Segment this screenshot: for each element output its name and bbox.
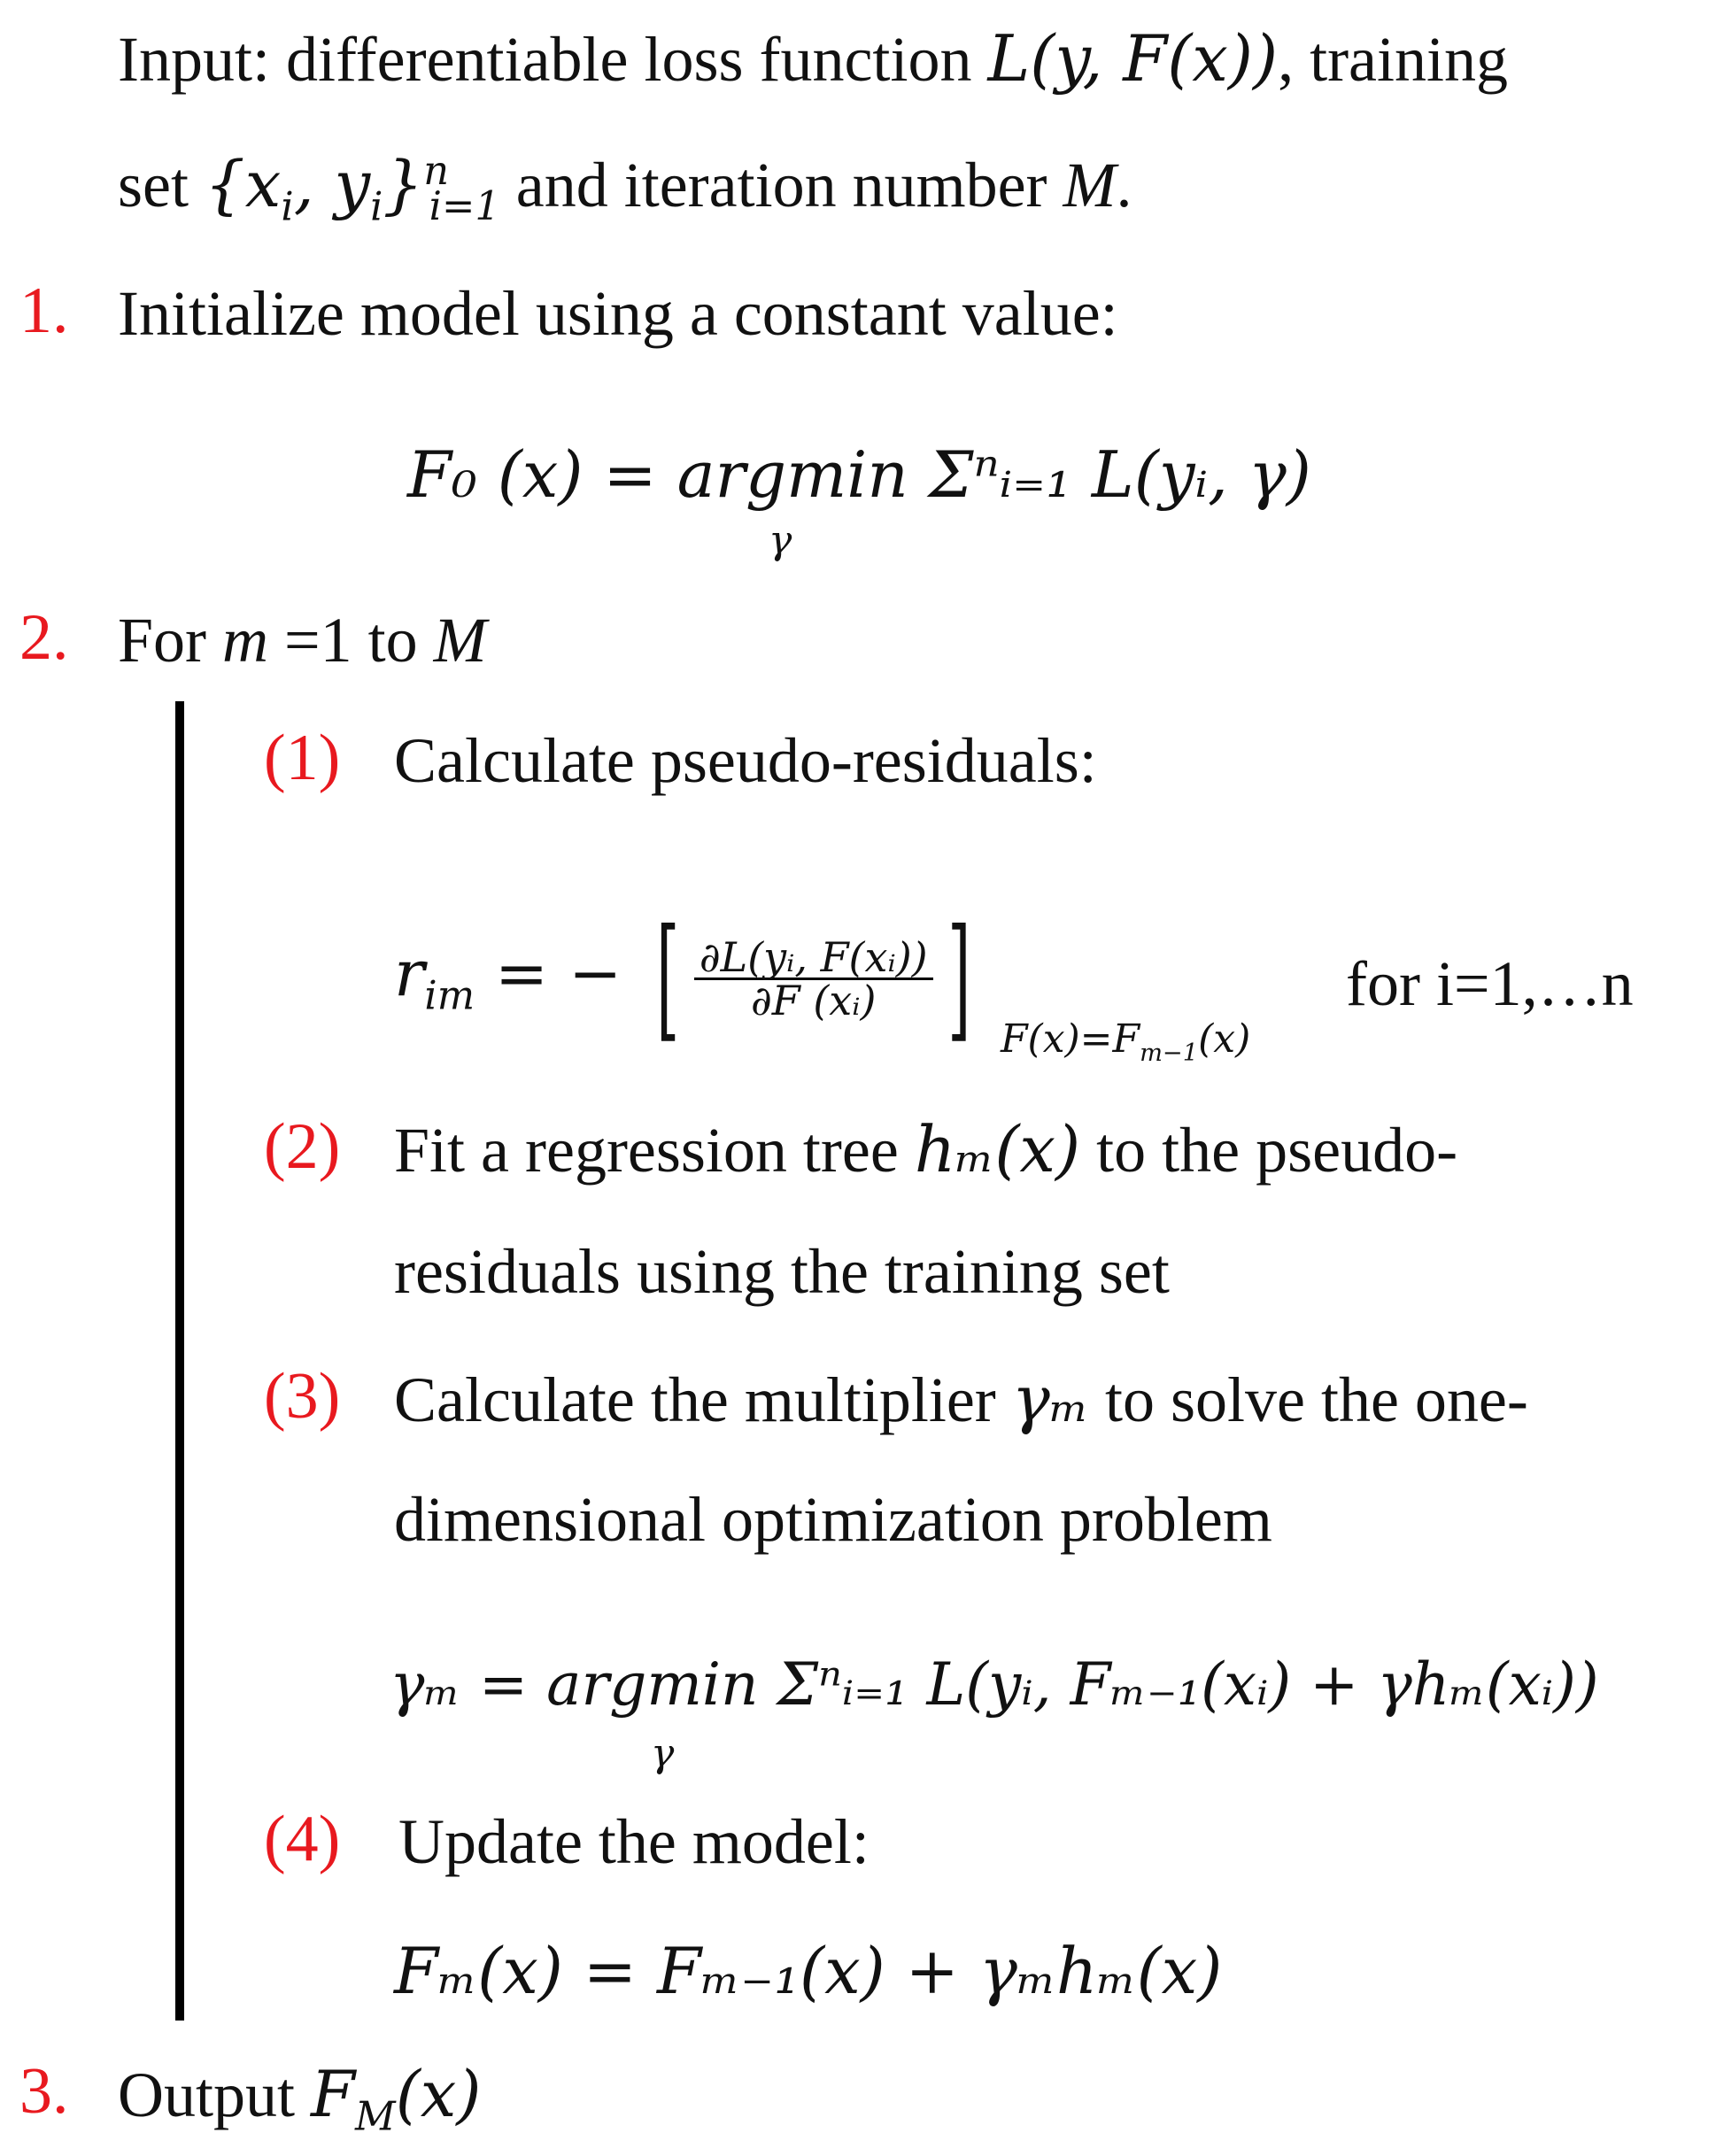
residual-fraction bbox=[694, 932, 933, 1024]
step-1-number: 1. bbox=[19, 274, 69, 347]
substep-2-text-a: Fit a regression tree bbox=[394, 1115, 915, 1186]
fraction-numerator: ∂L(yᵢ, F(xᵢ)) bbox=[694, 937, 933, 980]
step-1-text: Initialize model using a constant value: bbox=[118, 278, 1118, 349]
substep-3-line-2: dimensional optimization problem bbox=[394, 1484, 1272, 1555]
input-iteration-text: and iteration number bbox=[499, 150, 1063, 220]
output-FM: $F_M(x)$ bbox=[311, 2057, 482, 2140]
substep-3-text-a: Calculate the multiplier bbox=[394, 1364, 1012, 1435]
step-2-text bbox=[118, 605, 487, 676]
substep-2-line-2: residuals using the training set bbox=[394, 1236, 1170, 1307]
step-2-to: =1 to bbox=[268, 605, 434, 676]
update-equation: Fₘ(x) = Fₘ₋₁(x) + γₘhₘ(x) bbox=[394, 1934, 1223, 2008]
training-set-math: {$x_i$, $y_i\}^n_{i=1}$ bbox=[204, 147, 500, 230]
right-bracket: ] bbox=[947, 901, 971, 1055]
substep-2-line-1 bbox=[394, 1112, 1458, 1186]
input-period: . bbox=[1116, 150, 1132, 220]
substep-2-number: (2) bbox=[264, 1110, 341, 1183]
loop-bar bbox=[175, 701, 184, 2021]
training-set-brace: {x bbox=[204, 147, 282, 221]
substep-4-number: (4) bbox=[264, 1803, 341, 1875]
output-F: F bbox=[311, 2057, 355, 2131]
residual-equation: $r_{im}$ = − [ $\frac{\text{∂L(yᵢ, F(xᵢ))}}{\text{∂F (xᵢ)}}$ ] bbox=[394, 901, 971, 1055]
residual-eval-text: F(x)=F bbox=[1001, 1016, 1140, 1062]
input-set-text: set bbox=[118, 150, 205, 220]
substep-2-text-b: to the pseudo- bbox=[1080, 1115, 1458, 1186]
substep-4-text: Update the model: bbox=[398, 1806, 870, 1877]
input-text-suffix: , training bbox=[1278, 24, 1509, 95]
substep-3-number: (3) bbox=[264, 1360, 341, 1433]
init-argmin-subscript: γ bbox=[769, 518, 792, 563]
step-2-number: 2. bbox=[19, 601, 69, 674]
gamma-m-symbol: γₘ bbox=[1011, 1362, 1089, 1436]
step-2-for: For bbox=[118, 605, 223, 676]
step-2-M: M bbox=[433, 605, 487, 676]
step-3-text bbox=[118, 2057, 482, 2140]
substep-1-text: Calculate pseudo-residuals: bbox=[394, 725, 1097, 796]
left-bracket: [ bbox=[656, 901, 680, 1055]
hm-symbol: hₘ(x) bbox=[914, 1112, 1081, 1186]
gamma-equation: γₘ = argmin Σⁿᵢ₌₁ L(yᵢ, Fₘ₋₁(xᵢ) + γhₘ(xᵢ)) bbox=[390, 1650, 1599, 1719]
step-3-output: Output bbox=[118, 2059, 312, 2130]
substep-3-line-1 bbox=[394, 1362, 1528, 1436]
substep-3-text-b: to solve the one- bbox=[1088, 1364, 1528, 1435]
residual-evaluation: $F(x)=F_{m-1}(x)$ bbox=[1001, 1016, 1251, 1067]
step-3-number: 3. bbox=[19, 2055, 69, 2128]
input-text: Input: differentiable loss function bbox=[118, 24, 988, 95]
input-line-2 bbox=[118, 147, 1132, 230]
residual-r: r bbox=[394, 936, 425, 1010]
fraction-denominator: ∂F (xᵢ) bbox=[751, 976, 877, 1024]
step-2-m: m bbox=[222, 605, 269, 676]
iteration-number-M: M bbox=[1063, 150, 1117, 220]
loss-function: L(y, F(x)) bbox=[987, 21, 1279, 96]
substep-1-number: (1) bbox=[264, 722, 341, 794]
residual-for-range: for i=1,…n bbox=[1346, 948, 1634, 1019]
input-line-1 bbox=[118, 21, 1509, 96]
init-equation: F₀ (x) = argmin Σⁿᵢ₌₁ L(yᵢ, γ) bbox=[407, 437, 1311, 512]
gamma-argmin-subscript: γ bbox=[651, 1731, 675, 1776]
